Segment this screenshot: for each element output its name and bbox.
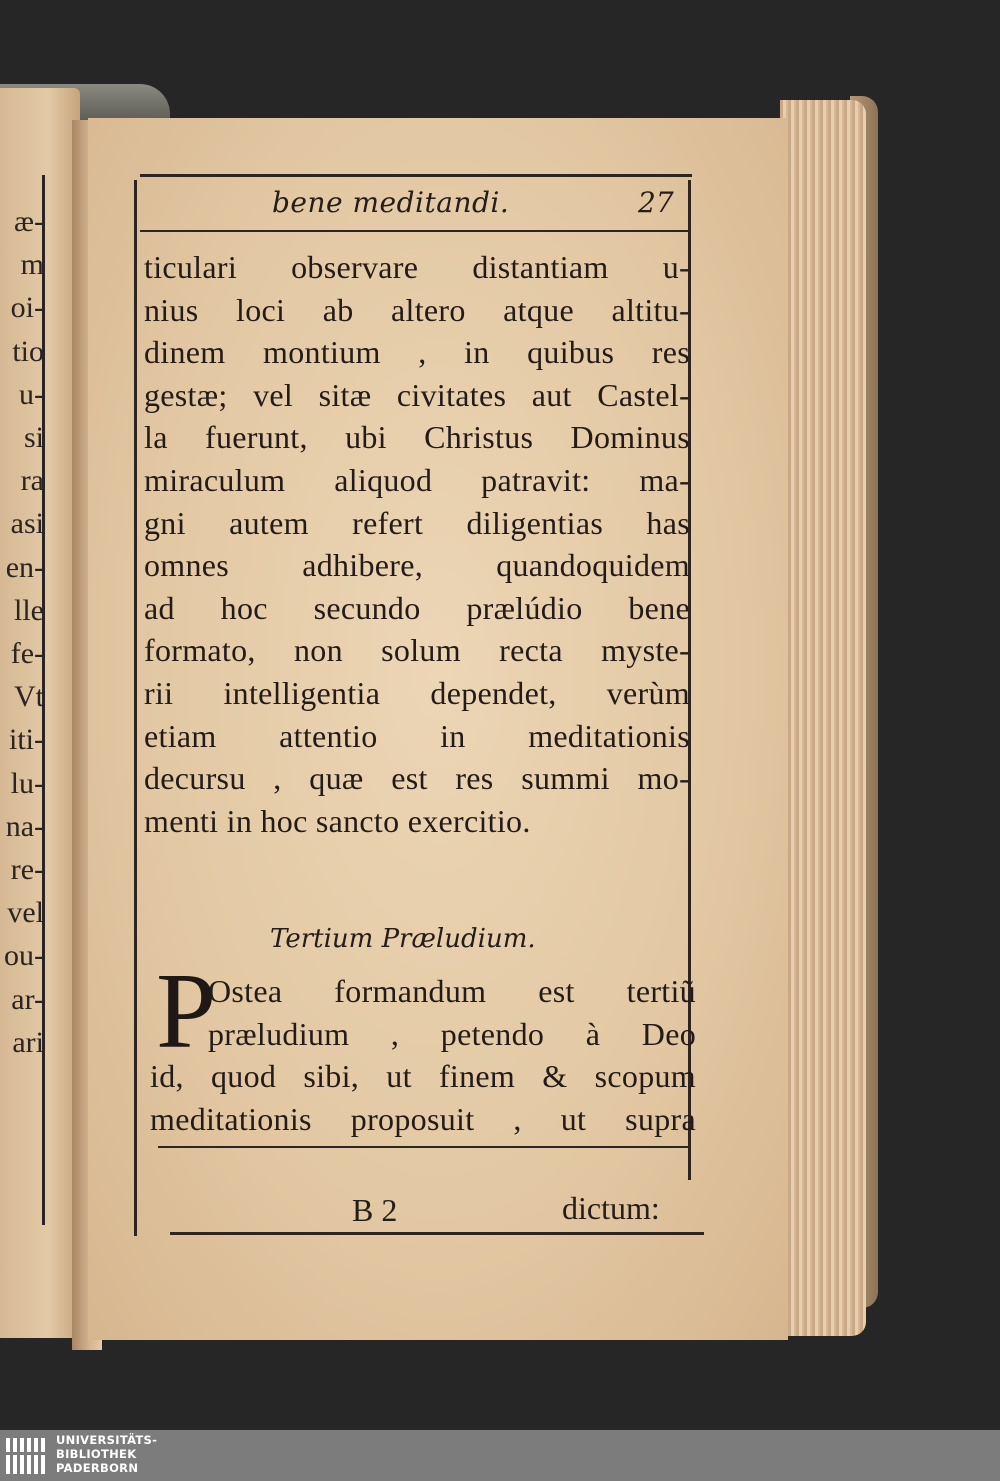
text-line: miraculum aliquod patravit: ma- — [144, 461, 690, 498]
left-page-line: u- — [19, 377, 44, 411]
left-page-line: lu- — [10, 766, 44, 800]
left-page-line: vel — [7, 896, 44, 930]
frame-rule-top — [140, 174, 692, 177]
left-page-line: æ- — [14, 205, 44, 238]
left-page-line: m — [20, 248, 44, 282]
section-heading: Tertium Præludium. — [270, 924, 536, 954]
left-page-line: tio — [12, 334, 44, 368]
text-line: ticulari observare distantiam u- — [144, 249, 690, 285]
left-page-line: si — [23, 421, 44, 455]
frame-rule-bottom — [170, 1232, 704, 1235]
left-page-line: na- — [5, 809, 44, 843]
text-line: rii intelligentia dependet, verùm — [144, 674, 690, 711]
drop-initial: P — [156, 952, 217, 1071]
text-line: præludium , petendo à Deo — [208, 1015, 696, 1052]
running-head: bene meditandi. — [272, 186, 510, 219]
text-line: nius loci ab altero atque altitu- — [144, 291, 690, 328]
left-page-line: fe- — [10, 637, 44, 671]
left-page-line: ari — [12, 1025, 44, 1059]
page-edges — [780, 100, 866, 1336]
library-name-line: UNIVERSITÄTS- — [56, 1433, 158, 1447]
text-line: decursu , quæ est res summi mo- — [144, 760, 690, 797]
left-page-line: re- — [10, 853, 44, 887]
left-page-line: ou- — [4, 939, 44, 973]
frame-rule-left — [134, 180, 137, 1236]
left-page-line: asi — [10, 507, 44, 541]
signature-mark: B 2 — [352, 1192, 398, 1228]
library-logo-icon — [4, 1434, 48, 1478]
text-line: formato, non solum recta myste- — [144, 632, 690, 669]
text-line: Ostea formandum est tertiũ — [208, 973, 696, 1009]
left-page-line: ar- — [11, 982, 44, 1016]
library-footer — [0, 1430, 1000, 1481]
left-page-text — [2, 200, 44, 1064]
text-line: gni autem refert diligentias has — [144, 504, 690, 541]
text-line: ad hoc secundo prælúdio bene — [144, 589, 690, 626]
text-line: etiam attentio in meditationis — [144, 717, 690, 754]
text-line: omnes adhibere, quandoquidem — [144, 547, 690, 584]
text-line: dinem montium , in quibus res — [144, 334, 690, 371]
left-page-line: iti- — [9, 723, 44, 757]
left-page-line: oi- — [10, 291, 44, 325]
text-line: gestæ; vel sitæ civitates aut Castel- — [144, 376, 690, 413]
left-page-line: Vt — [14, 680, 44, 714]
library-name-line: PADERBORN — [56, 1461, 139, 1475]
catchword: dictum: — [562, 1190, 660, 1226]
footer-rule — [158, 1146, 688, 1148]
text-line: menti in hoc sancto exercitio. — [144, 802, 531, 839]
left-page-line: en- — [5, 550, 44, 584]
text-line: id, quod sibi, ut finem & scopum — [150, 1058, 696, 1095]
body-text — [144, 246, 690, 842]
text-line: meditationis proposuit , ut supra — [150, 1100, 696, 1137]
page-number: 27 — [638, 186, 674, 219]
left-page-line: ra — [20, 464, 44, 498]
library-name-line: BIBLIOTHEK — [56, 1447, 137, 1461]
paragraph-two — [150, 970, 696, 1140]
left-page-line: lle — [14, 593, 44, 627]
text-line: la fuerunt, ubi Christus Dominus — [144, 419, 690, 456]
header-rule — [140, 230, 688, 232]
library-name — [56, 1433, 157, 1475]
